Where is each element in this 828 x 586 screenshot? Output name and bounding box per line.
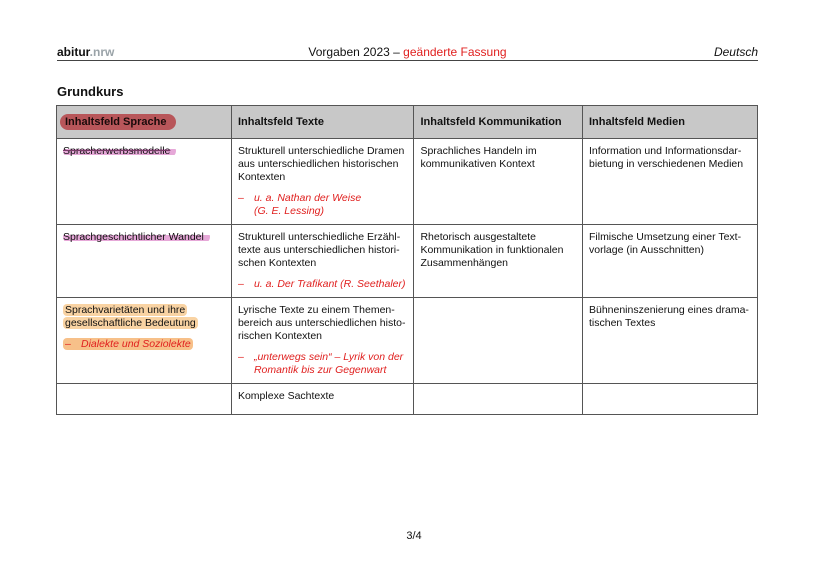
column-header-medien: Inhaltsfeld Medien [582, 106, 757, 139]
cell-sprache [57, 384, 232, 415]
brand-sub: .nrw [89, 45, 115, 59]
column-header-kommunikation: Inhaltsfeld Kommunikation [414, 106, 583, 139]
cell-kommunikation [414, 298, 583, 384]
cell-texte: Komplexe Sachtexte [231, 384, 413, 415]
subject-label: Deutsch [713, 45, 758, 59]
dash: – [65, 338, 71, 350]
cell-texte-text: Strukturell unterschiedliche Dramen aus unterschiedlichen historischen Kontexten [237, 145, 405, 183]
work-title: u. a. Der Trafikant (R. Seethaler) [253, 278, 406, 290]
work-title: u. a. Nathan der Weise [253, 192, 362, 204]
dash: – [237, 351, 244, 363]
page-number: 3/4 [406, 530, 422, 542]
work-item [63, 338, 225, 351]
work-item [238, 351, 407, 377]
work-item [238, 278, 407, 291]
cell-sprache-text: Spracherwerbsmodelle [63, 145, 176, 157]
work-subtitle: Romantik bis zur Gegenwart [253, 364, 387, 376]
cell-sprache [57, 139, 232, 225]
cell-kommunikation [414, 384, 583, 415]
cell-texte-text: Strukturell unterschiedliche Erzähl-texte aus unterschiedlichen histori-schen Kontexten [237, 231, 401, 269]
cell-medien: Bühneninszenierung eines drama-tischen Textes [582, 298, 757, 384]
dash: – [237, 192, 244, 204]
cell-sprache-text [63, 304, 225, 330]
title-main: Vorgaben 2023 – [308, 45, 404, 59]
cell-medien: Information und Informationsdar-bietung in verschiedenen Medien [582, 139, 757, 225]
brand-main: abitur [57, 45, 90, 59]
sprache-focus: Dialekte und Soziolekte [81, 338, 191, 350]
table-header-row [57, 106, 758, 139]
work-title: „unterwegs sein“ – Lyrik von der [253, 351, 404, 363]
table-row [57, 384, 758, 415]
cell-kommunikation: Sprachliches Handeln im kommunikativen Kontext [414, 139, 583, 225]
work-item [238, 192, 407, 218]
cell-texte [231, 139, 413, 225]
curriculum-table [56, 105, 758, 415]
cell-sprache [57, 298, 232, 384]
column-header-sprache-label: Inhaltsfeld Sprache [60, 114, 176, 130]
cell-medien [582, 384, 757, 415]
header-divider [57, 60, 758, 61]
title-changed-version: geänderte Fassung [403, 45, 507, 59]
section-heading: Grundkurs [57, 84, 124, 99]
sprache-line-2: gesellschaftliche Bedeutung [65, 317, 196, 329]
table-row [57, 225, 758, 298]
cell-texte [231, 298, 413, 384]
cell-sprache [57, 225, 232, 298]
cell-texte-text: Lyrische Texte zu einem Themen-bereich aus unterschiedlichen histo-rischen Kontexten [237, 304, 406, 342]
dash: – [237, 278, 244, 290]
document-title [57, 45, 758, 59]
column-header-sprache [57, 106, 232, 139]
table-row [57, 139, 758, 225]
cell-sprache-text: Sprachgeschichtlicher Wandel [63, 231, 210, 243]
cell-medien: Filmische Umsetzung einer Text-vorlage (in Ausschnitten) [582, 225, 757, 298]
sprache-line-1: Sprachvarietäten und ihre [65, 304, 186, 316]
page-header [57, 45, 758, 60]
column-header-texte: Inhaltsfeld Texte [231, 106, 413, 139]
work-author: (G. E. Lessing) [253, 205, 324, 217]
cell-texte [231, 225, 413, 298]
cell-kommunikation: Rhetorisch ausgestaltete Kommunikation in funktionalen Zusammenhängen [414, 225, 583, 298]
table-row [57, 298, 758, 384]
